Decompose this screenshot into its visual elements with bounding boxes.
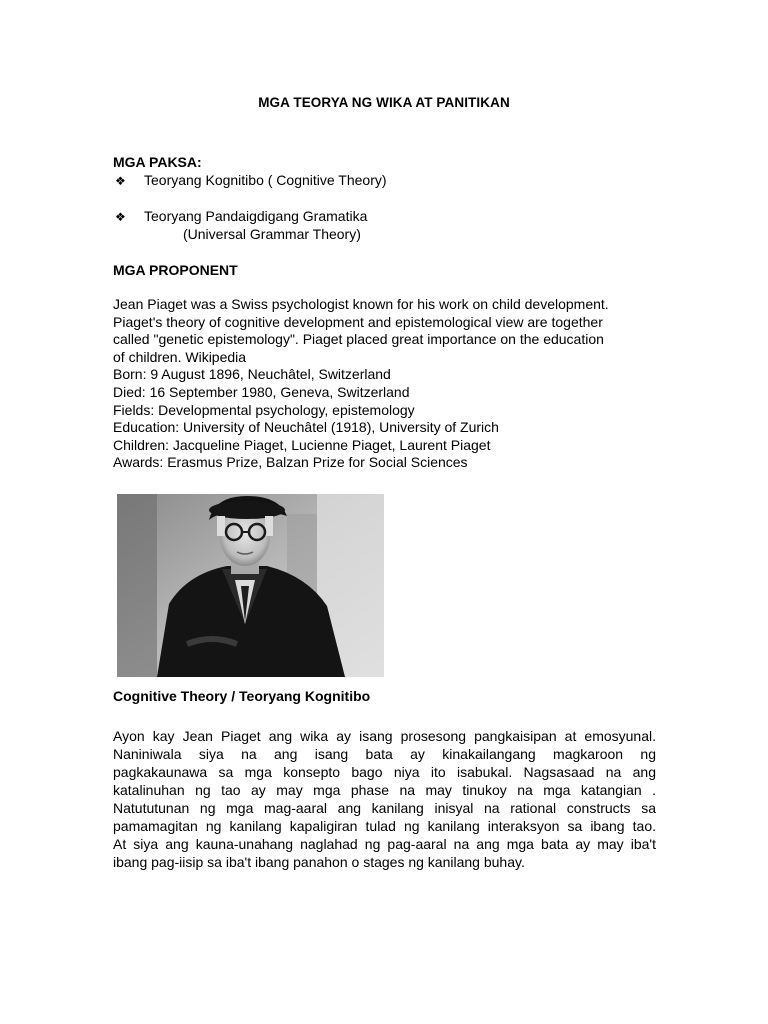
topic-item — [115, 171, 387, 190]
topic-sub-label: (Universal Grammar Theory) — [183, 226, 361, 242]
bio-line: called "genetic epistemology". Piaget placed great importance on the education — [113, 331, 604, 348]
section-line: Natututunan ng mga mag-aaral ang kanilang inisyal na rational constructs sa — [113, 800, 656, 816]
document-title: MGA TEORYA NG WIKA AT PANITIKAN — [258, 95, 510, 110]
section-heading: Cognitive Theory / Teoryang Kognitibo — [113, 688, 371, 704]
section-line: katalinuhan ng tao ay may mga phase na may tinukoy na mga katangian . — [113, 782, 656, 798]
section-line: pagkakaunawa sa mga konsepto bago niya ito isabukal. Nagsasaad na ang — [113, 764, 656, 780]
bio-line: Jean Piaget was a Swiss psychologist known for his work on child development. — [113, 296, 609, 312]
bio-line: Children: Jacqueline Piaget, Lucienne Piaget, Laurent Piaget — [113, 436, 491, 453]
bio-line: Fields: Developmental psychology, epistemology — [113, 401, 415, 418]
diamond-bullet-icon: ❖ — [115, 210, 126, 224]
section-line: At siya ang kauna-unahang naglahad ng pag-aaral na ang mga bata ay may iba't — [113, 836, 656, 852]
proponent-heading: MGA PROPONENT — [113, 262, 238, 278]
section-line: ibang pag-iisip sa iba't ibang panahon o stages ng kanilang buhay. — [113, 854, 525, 870]
topics-heading: MGA PAKSA: — [113, 154, 202, 170]
topic-item — [115, 207, 367, 226]
section-line: Naniniwala siya na ang isang bata ay kinakailangang magkaroon ng — [113, 746, 656, 762]
section-paragraph — [113, 727, 656, 871]
bio-line: Piaget's theory of cognitive development and epistemological view are together — [113, 313, 603, 330]
topic-label: Teoryang Pandaigdigang Gramatika — [144, 208, 368, 224]
portrait-photo — [117, 494, 384, 677]
section-line: Ayon kay Jean Piaget ang wika ay isang prosesong pangkaisipan at emosyunal. — [113, 728, 656, 744]
bio-line: Education: University of Neuchâtel (1918), University of Zurich — [113, 419, 499, 436]
topic-label: Teoryang Kognitibo ( Cognitive Theory) — [144, 172, 387, 188]
bio-line: Awards: Erasmus Prize, Balzan Prize for Social Sciences — [113, 454, 468, 471]
biography-paragraph — [113, 296, 661, 472]
bio-line: Born: 9 August 1896, Neuchâtel, Switzerland — [113, 366, 391, 383]
bio-line: of children. Wikipedia — [113, 348, 247, 365]
bio-line: Died: 16 September 1980, Geneva, Switzerland — [113, 383, 410, 400]
diamond-bullet-icon: ❖ — [115, 174, 126, 188]
section-line: pamamagitan ng kanilang kapaligiran tulad ng kanilang interaksyon sa ibang tao. — [113, 818, 656, 834]
